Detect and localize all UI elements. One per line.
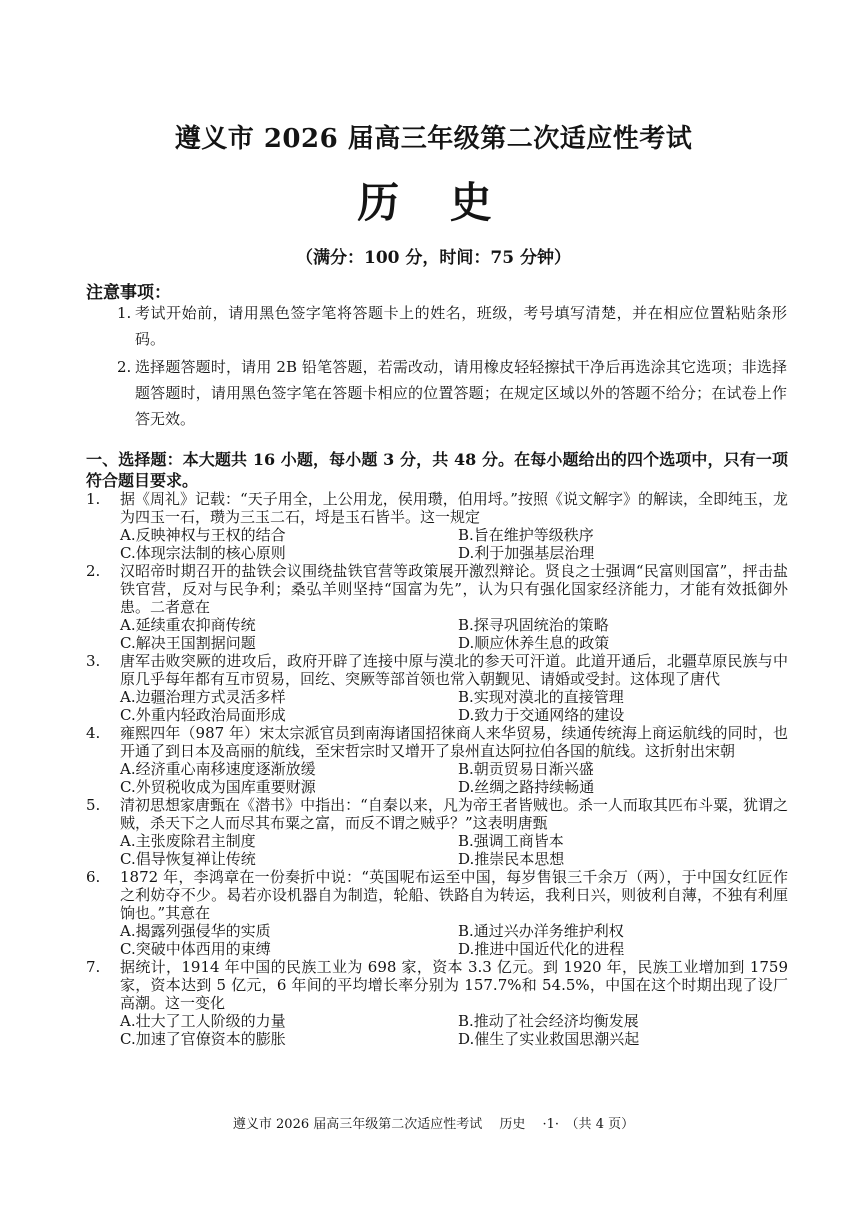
option-b: B.强调工商皆本 (458, 832, 564, 850)
option-a: A.主张废除君主制度 (120, 832, 256, 850)
question-body (120, 562, 788, 652)
question-options (120, 526, 788, 562)
question-body (120, 796, 788, 868)
notice-item (117, 354, 787, 432)
question-stem: 据《周礼》记载：“天子用全，上公用龙，侯用瓒，伯用埒。”按照《说文解字》的解读，全即纯玉，龙为四玉一石，瓒为三玉二石，埒是玉石皆半。这一规定 (120, 490, 788, 526)
question-options (120, 832, 788, 868)
question-number: 1. (86, 490, 101, 508)
notice-number: 1. (117, 304, 132, 322)
notice-heading: 注意事项： (86, 283, 171, 303)
question-number: 3. (86, 652, 101, 670)
option-a: A.揭露列强侵华的实质 (120, 922, 271, 940)
option-b: B.探寻巩固统治的策略 (458, 616, 609, 634)
option-d: D.催生了实业救国思潮兴起 (458, 1030, 640, 1048)
question-list (86, 490, 788, 1048)
option-b: B.推动了社会经济均衡发展 (458, 1012, 639, 1030)
question-options (120, 760, 788, 796)
option-a: A.经济重心南移速度逐渐放缓 (120, 760, 316, 778)
question-stem: 据统计，1914 年中国的民族工业为 698 家，资本 3.3 亿元。到 1920 年，民族工业增加到 1759 家，资本达到 5 亿元，6 年间的平均增长率分别为 157.7%和 54.5%，中国在这个时期出现了设厂高潮。这一变化 (120, 958, 788, 1012)
option-b: B.通过兴办洋务维护利权 (458, 922, 624, 940)
question (86, 562, 788, 652)
page-footer: 遵义市 2026 届高三年级第二次适应性考试 历史 ·1· （共 4 页） (232, 1117, 635, 1132)
question-stem: 清初思想家唐甄在《潜书》中指出：“自秦以来，凡为帝王者皆贼也。杀一人而取其匹布斗粟，犹谓之贼，杀天下之人而尽其布粟之富，而反不谓之贼乎？”这表明唐甄 (120, 796, 788, 832)
option-a: A.边疆治理方式灵活多样 (120, 688, 286, 706)
option-d: D.推崇民本思想 (458, 850, 565, 868)
question-stem: 雍熙四年（987 年）宋太宗派官员到南海诸国招徕商人来华贸易，续通传统海上商运航线的同时，也开通了到日本及高丽的航线，至宋哲宗时又增开了泉州直达阿拉伯各国的航线。这折射出宋朝 (120, 724, 788, 760)
score-time-info: （满分：100 分，时间：75 分钟） (296, 248, 571, 268)
option-d: D.顺应休养生息的政策 (458, 634, 610, 652)
question-options (120, 1012, 788, 1048)
question-number: 4. (86, 724, 101, 742)
option-a: A.壮大了工人阶级的力量 (120, 1012, 286, 1030)
question (86, 796, 788, 868)
question-number: 7. (86, 958, 101, 976)
option-c: C.解决王国割据问题 (120, 634, 256, 652)
question-body (120, 490, 788, 562)
option-d: D.致力于交通网络的建设 (458, 706, 625, 724)
option-a: A.反映神权与王权的结合 (120, 526, 286, 544)
question (86, 490, 788, 562)
option-b: B.旨在维护等级秩序 (458, 526, 594, 544)
question-number: 2. (86, 562, 101, 580)
question (86, 958, 788, 1048)
option-d: D.丝绸之路持续畅通 (458, 778, 595, 796)
option-c: C.外重内轻政治局面形成 (120, 706, 286, 724)
option-a: A.延续重农抑商传统 (120, 616, 256, 634)
option-c: C.外贸税收成为国库重要财源 (120, 778, 316, 796)
exam-title: 遵义市 2026 届高三年级第二次适应性考试 (174, 124, 693, 154)
notice-text: 选择题答题时，请用 2B 铅笔答题，若需改动，请用橡皮轻轻擦拭干净后再选涂其它选项；非选择题答题时，请用黑色签字笔在答题卡相应的位置答题；在规定区域以外的答题不给分；在试卷上作答无效。 (135, 358, 787, 428)
question-options (120, 922, 788, 958)
option-b: B.朝贡贸易日渐兴盛 (458, 760, 594, 778)
notice-number: 2. (117, 358, 132, 376)
question (86, 868, 788, 958)
notice-item (117, 300, 787, 352)
section-heading: 一、选择题：本大题共 16 小题，每小题 3 分，共 48 分。在每小题给出的四个选项中，只有一项符合题目要求。 (86, 450, 788, 490)
question-number: 5. (86, 796, 101, 814)
question-stem: 唐军击败突厥的进攻后，政府开辟了连接中原与漠北的参天可汗道。此道开通后，北疆草原民族与中原几乎每年都有互市贸易，回纥、突厥等部首领也常入朝觐见、请婚或受封。这体现了唐代 (120, 652, 788, 688)
question-body (120, 868, 788, 958)
question (86, 724, 788, 796)
subject-title: 历 史 (357, 178, 510, 227)
question-stem: 1872 年，李鸿章在一份奏折中说：“英国呢布运至中国，每岁售银三千余万（两），于中国女红匠作之利妨夺不少。曷若亦设机器自为制造，轮船、铁路自为转运，我利日兴，则彼利自薄，不独有利厘饷也。”其意在 (120, 868, 788, 922)
question (86, 652, 788, 724)
notice-text: 考试开始前，请用黑色签字笔将答题卡上的姓名，班级，考号填写清楚，并在相应位置粘贴条形码。 (135, 304, 787, 348)
option-d: D.推进中国近代化的进程 (458, 940, 625, 958)
option-c: C.突破中体西用的束缚 (120, 940, 271, 958)
option-c: C.加速了官僚资本的膨胀 (120, 1030, 286, 1048)
question-number: 6. (86, 868, 101, 886)
notice-list (117, 300, 787, 434)
question-body (120, 652, 788, 724)
question-options (120, 616, 788, 652)
question-stem: 汉昭帝时期召开的盐铁会议围绕盐铁官营等政策展开激烈辩论。贤良之士强调“民富则国富”，抨击盐铁官营，反对与民争利；桑弘羊则坚持“国富为先”，认为只有强化国家经济能力，才能有效抵御外患。二者意在 (120, 562, 788, 616)
question-body (120, 724, 788, 796)
option-b: B.实现对漠北的直接管理 (458, 688, 624, 706)
option-c: C.体现宗法制的核心原则 (120, 544, 286, 562)
option-d: D.利于加强基层治理 (458, 544, 595, 562)
question-options (120, 688, 788, 724)
question-body (120, 958, 788, 1048)
option-c: C.倡导恢复禅让传统 (120, 850, 256, 868)
